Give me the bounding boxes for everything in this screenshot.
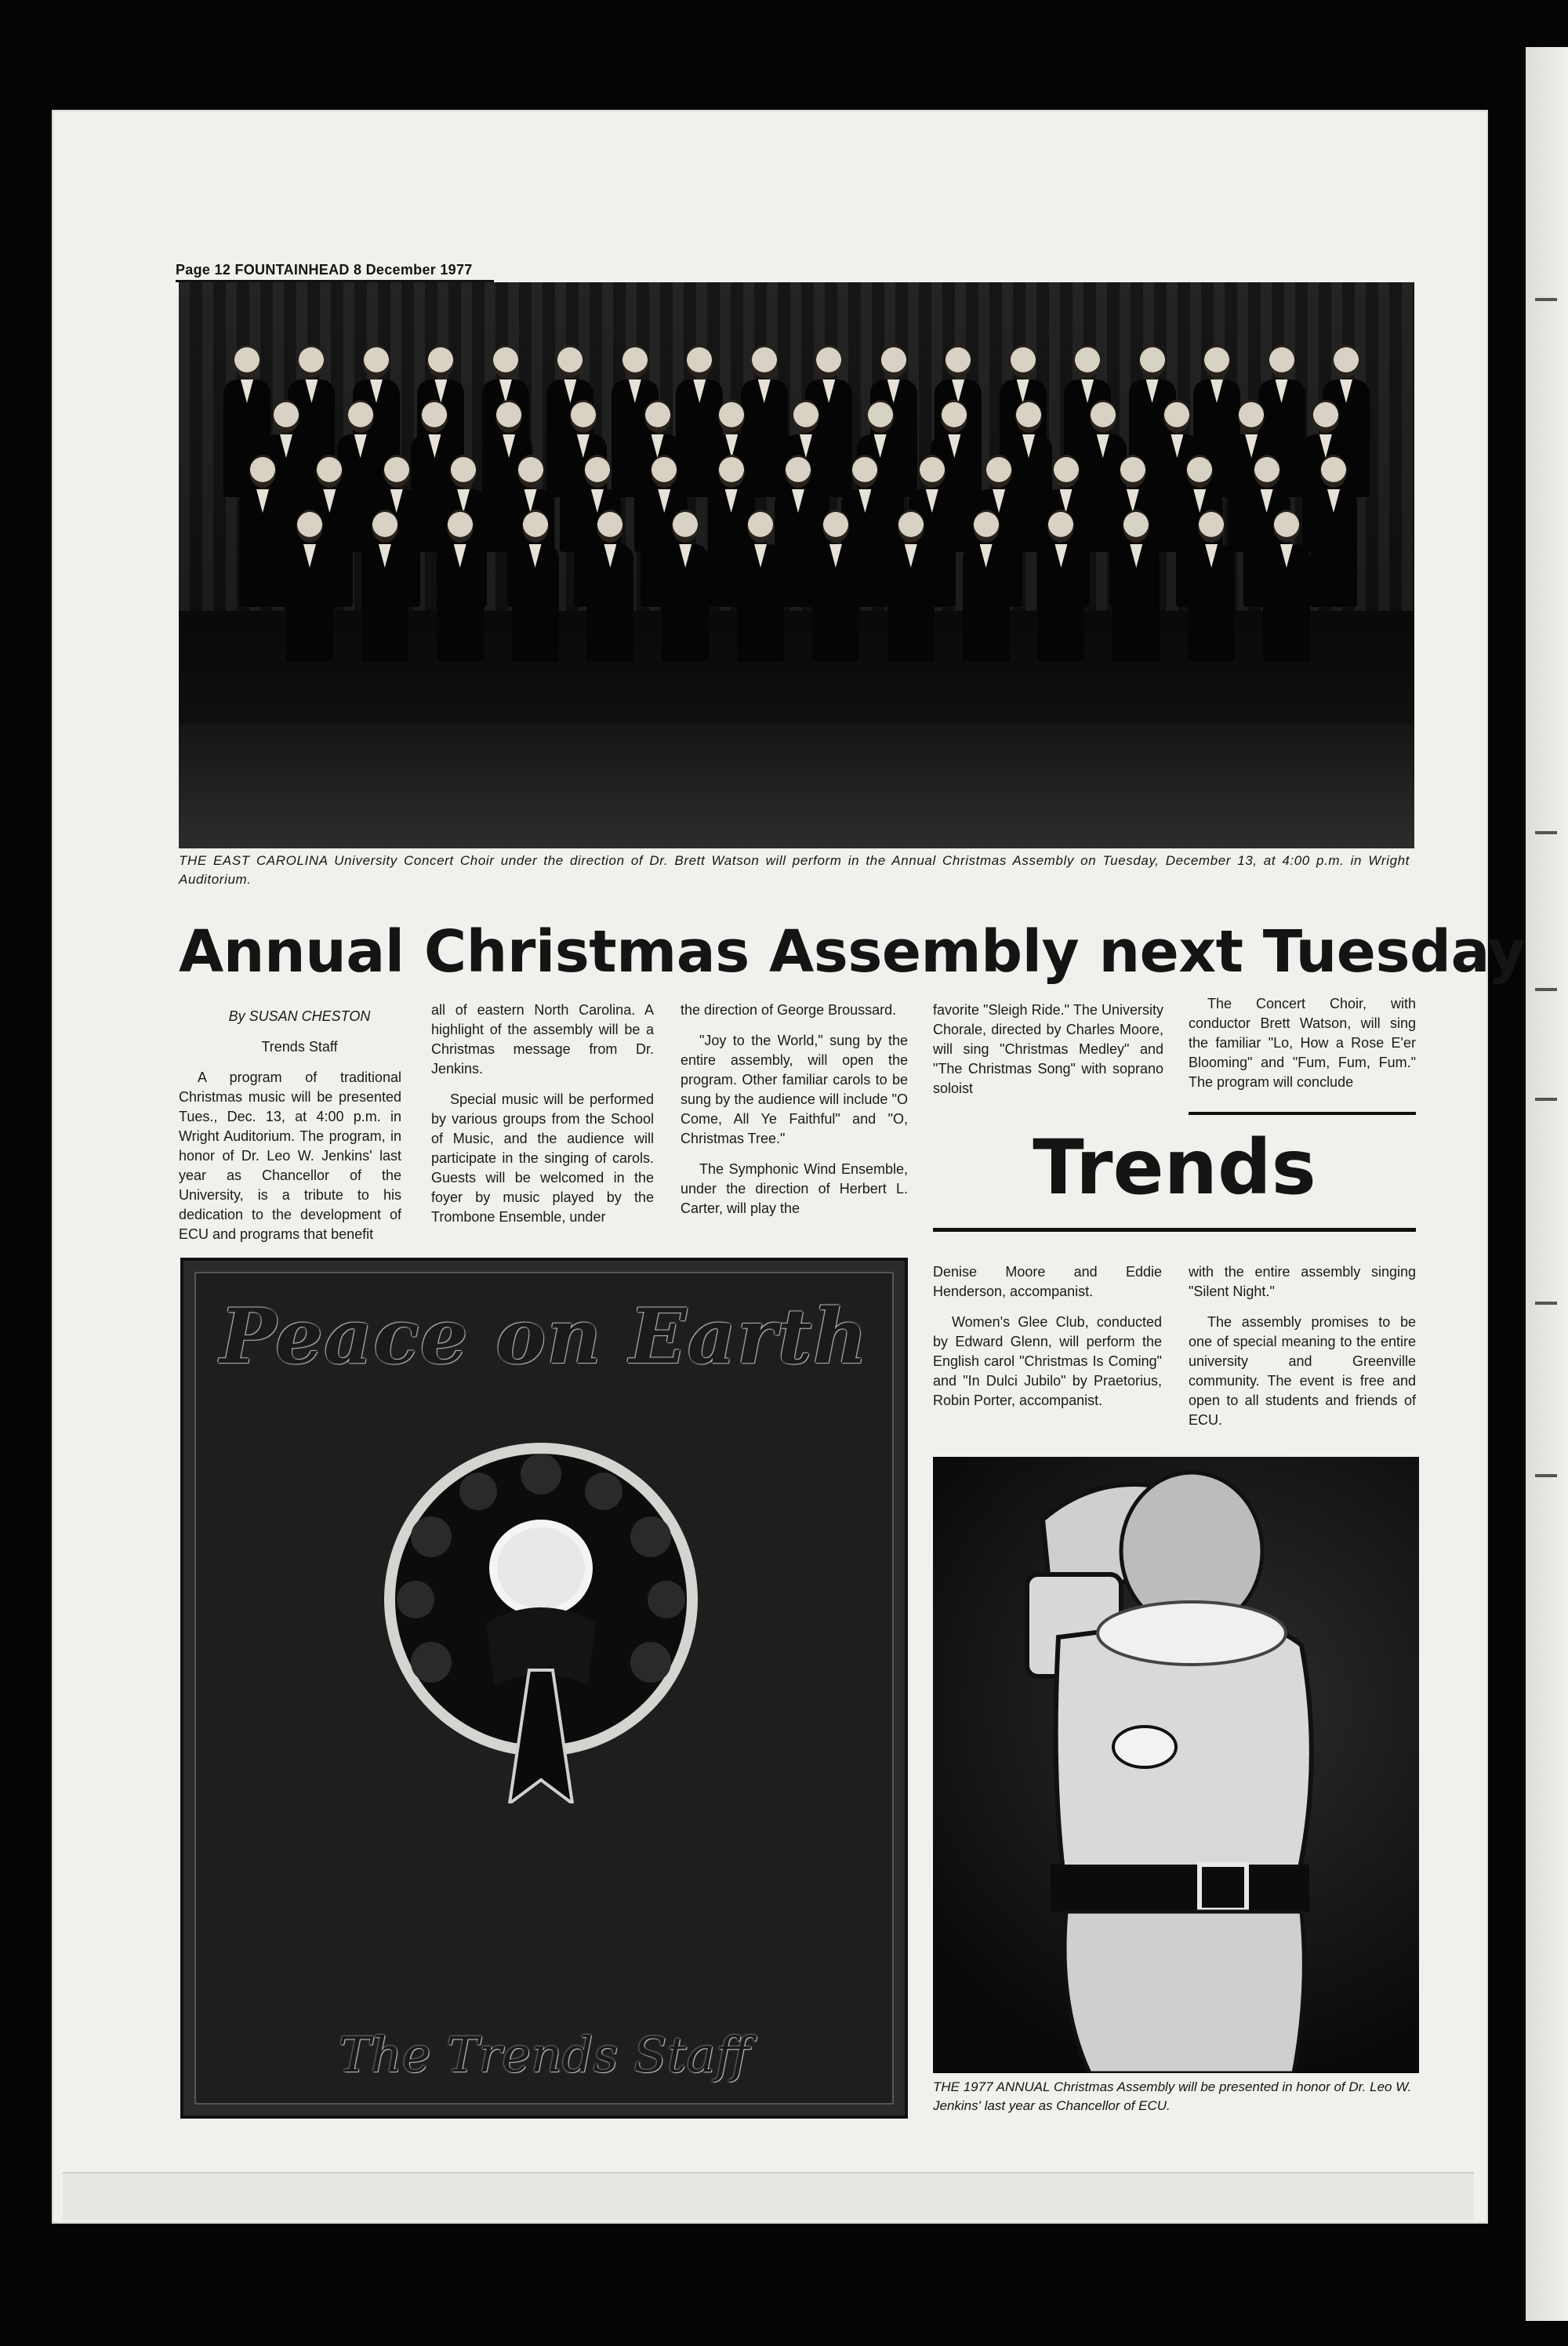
- stage-floor: [179, 724, 1414, 848]
- choir-front-row: [289, 510, 1308, 662]
- column-7-paragraph-1: with the entire assembly singing "Silent Night.": [1189, 1264, 1416, 1299]
- wreath-illustration: [368, 1435, 713, 1803]
- choir-photo: [179, 282, 1414, 848]
- column-2-paragraph-2: Special music will be performed by various groups from the School of Music, and the audience will participate in the singing of carols. Guests will be welcomed in the foyer by music played by the Trombone Ensemble, under: [431, 1091, 654, 1225]
- peace-on-earth-ad: [180, 1258, 908, 2119]
- choir-member: [289, 510, 331, 662]
- article-column-1: [179, 1007, 401, 1255]
- choir-member: [815, 510, 857, 662]
- article-column-3: [681, 1000, 908, 1229]
- choir-member: [1115, 510, 1157, 662]
- article-column-5: [1189, 994, 1416, 1103]
- article-column-6: [933, 1262, 1162, 1422]
- adjacent-page-edge: [1526, 47, 1568, 2321]
- choir-member: [664, 510, 706, 662]
- santa-illustration: [933, 1457, 1419, 2073]
- article-column-7: [1189, 1262, 1416, 1441]
- choir-member: [1312, 455, 1355, 607]
- choir-member: [739, 510, 782, 662]
- article-column-4: [933, 1000, 1163, 1109]
- choir-member: [1190, 510, 1232, 662]
- choir-member: [241, 455, 284, 607]
- column-3-paragraph-3: The Symphonic Wind Ensemble, under the direction of Herbert L. Carter, will play the: [681, 1161, 908, 1216]
- choir-member: [1265, 510, 1308, 662]
- column-7-paragraph-2: The assembly promises to be one of special meaning to the entire university and Greenville community. The event is free and open to all students and friends of ECU.: [1189, 1314, 1416, 1428]
- trends-rule: [933, 1228, 1416, 1232]
- choir-member: [364, 510, 406, 662]
- santa-photo-caption: THE 1977 ANNUAL Christmas Assembly will be presented in honor of Dr. Leo W. Jenkins' last year as Chancellor of ECU.: [933, 2079, 1412, 2113]
- byline: By SUSAN CHESTON: [228, 1008, 371, 1024]
- column-6-paragraph-2: Women's Glee Club, conducted by Edward Glenn, will perform the English carol "Christmas Is Coming" and "In Dulci Jubilo" by Praetorius, Robin Porter, accompanist.: [933, 1314, 1162, 1408]
- column-3-paragraph-1: the direction of George Broussard.: [681, 1002, 897, 1018]
- choir-member: [514, 510, 557, 662]
- page-bottom-edge: [63, 2172, 1474, 2221]
- column-3-paragraph-2: "Joy to the World," sung by the entire assembly, will open the program. Other familiar carols to be sung by the audience will include "O Come, All Ye Faithful" and "O, Christmas Tree.": [681, 1033, 908, 1146]
- choir-member: [1040, 510, 1082, 662]
- article-headline: Annual Christmas Assembly next Tuesday: [179, 918, 1526, 986]
- choir-member: [890, 510, 932, 662]
- column-2-paragraph-1: all of eastern North Carolina. A highlight of the assembly will be a Christmas message from Dr. Jenkins.: [431, 1002, 654, 1077]
- column-5-paragraph-1: The Concert Choir, with conductor Brett Watson, will sing the familiar "Lo, How a Rose E'er Blooming" and "Fum, Fum, Fum." The program will conclude: [1189, 996, 1416, 1090]
- column-6-paragraph-1: Denise Moore and Eddie Henderson, accompanist.: [933, 1264, 1162, 1299]
- choir-member: [589, 510, 631, 662]
- column-4-paragraph-1: favorite "Sleigh Ride." The University Chorale, directed by Charles Moore, will sing "Christmas Medley" and "The Christmas Song" with soprano soloist: [933, 1002, 1163, 1096]
- choir-photo-caption: THE EAST CAROLINA University Concert Choir under the direction of Dr. Brett Watson will perform in the Annual Christmas Assembly on Tuesday, December 13, at 4:00 p.m. in Wright Auditorium.: [179, 853, 1410, 887]
- ad-top-text: Peace on Earth: [220, 1292, 869, 1381]
- column-5-rule: [1189, 1112, 1416, 1115]
- column-1-paragraph-1: A program of traditional Christmas music will be presented Tues., Dec. 13, at 4:00 p.m. in Wright Auditorium. The program, in honor of Dr. Leo W. Jenkins' last year as Chancellor of the University, is a tribute to his dedication to the development of ECU and programs that benefit: [179, 1070, 401, 1242]
- page-folio: Page 12 FOUNTAINHEAD 8 December 1977: [176, 262, 494, 282]
- choir-member: [439, 510, 481, 662]
- byline-role: Trends Staff: [261, 1039, 338, 1055]
- section-title-trends: Trends: [1033, 1124, 1316, 1211]
- choir-member: [965, 510, 1007, 662]
- article-column-2: [431, 1000, 654, 1238]
- ad-bottom-text: The Trends Staff: [338, 2026, 750, 2083]
- santa-photo: [933, 1457, 1419, 2073]
